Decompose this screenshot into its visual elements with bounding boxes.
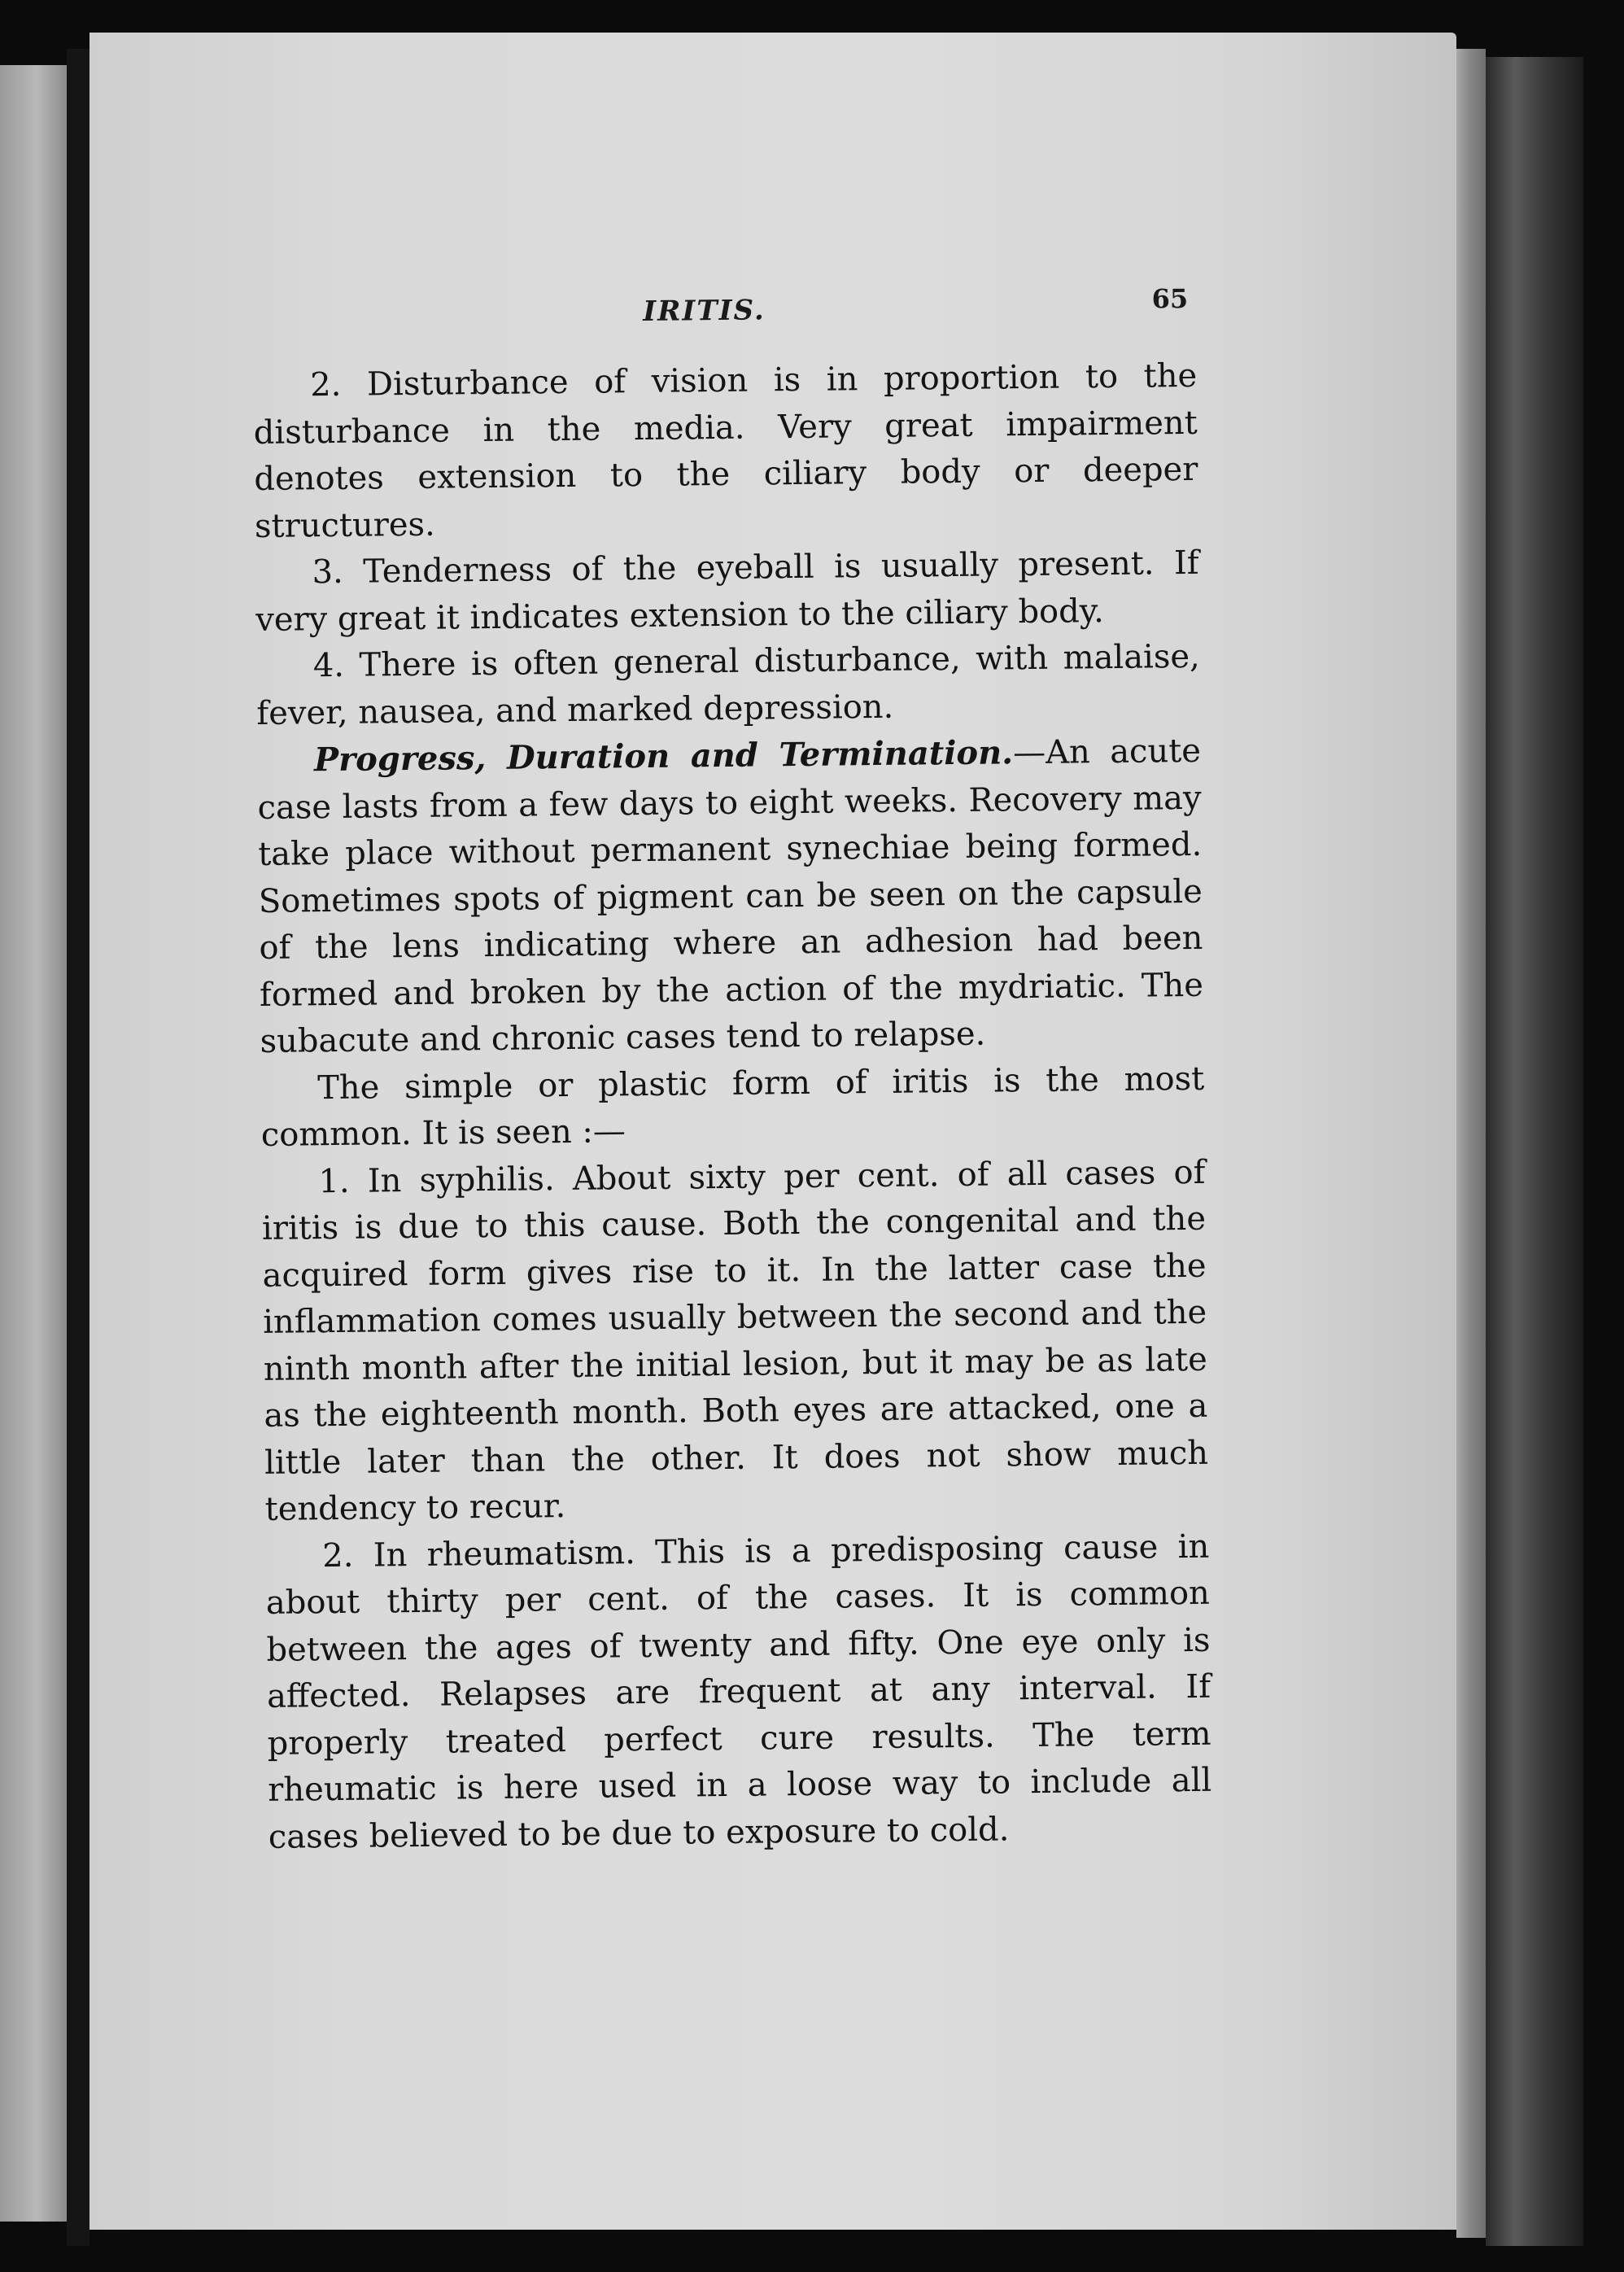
paragraph-text: 4. There is often general disturbance, with malaise, fever, nausea, and marked depression. — [256, 637, 1200, 732]
paragraph-general-disturbance — [256, 634, 1201, 737]
running-head-title: IRITIS. — [643, 294, 766, 328]
running-head — [252, 283, 1197, 342]
paragraph-text: The simple or plastic form of iritis is the most common. It is seen :— — [260, 1060, 1205, 1154]
page-text-block — [252, 283, 1212, 1861]
paragraph-text: 3. Tenderness of the eyeball is usually present. If very great it indicates extension to the ciliary body. — [255, 544, 1199, 639]
paragraph-syphilis — [261, 1149, 1209, 1533]
book-gutter — [67, 49, 89, 2246]
paragraph-text: 2. Disturbance of vision is in proportion to the disturbance in the media. Very great impairment denotes extension to the ciliary body or deeper structures. — [253, 356, 1198, 545]
paragraph-rheumatism — [265, 1523, 1212, 1861]
page-number: 65 — [1151, 282, 1189, 315]
book-binding — [1486, 57, 1583, 2246]
facing-page-edge — [0, 65, 67, 2222]
page-stack-edge — [1456, 49, 1486, 2238]
paragraph-progress — [257, 727, 1204, 1066]
paragraph-vision-disturbance — [253, 353, 1198, 550]
paragraph-tenderness — [255, 540, 1199, 644]
paragraph-text: 2. In rheumatism. This is a predisposing cause in about thirty per cent. of the cases. It is common between the ages of twenty and fifty. One eye only is affected. Relapses are frequent at any interval. If properly treated perfect cure results. The term rheumatic is here used in a loose way to include all cases believed to be due to exposure to cold. — [265, 1527, 1212, 1856]
paragraph-simple-form — [260, 1055, 1205, 1159]
paragraph-text: 1. In syphilis. About sixty per cent. of all cases of iritis is due to this cause. Both the congenital and the acquired form gives rise to it. In the latter case the inflammation comes usually between the second and the ninth month after the initial lesion, but it may be as late as the eighteenth month. Both eyes are attacked, one a little later than the other. It does not show much tendency to recur. — [261, 1153, 1209, 1528]
paragraph-text: —An acute case lasts from a few days to eight weeks. Recovery may take place without permanent synechiae being formed. Sometimes spots of pigment can be seen on the capsule of the lens indicating where an adhesion had been formed and broken by the action of the mydriatic. The subacute and chronic cases tend to relapse. — [257, 732, 1204, 1060]
section-heading-progress: Progress, Duration and Termination. — [313, 733, 1014, 780]
